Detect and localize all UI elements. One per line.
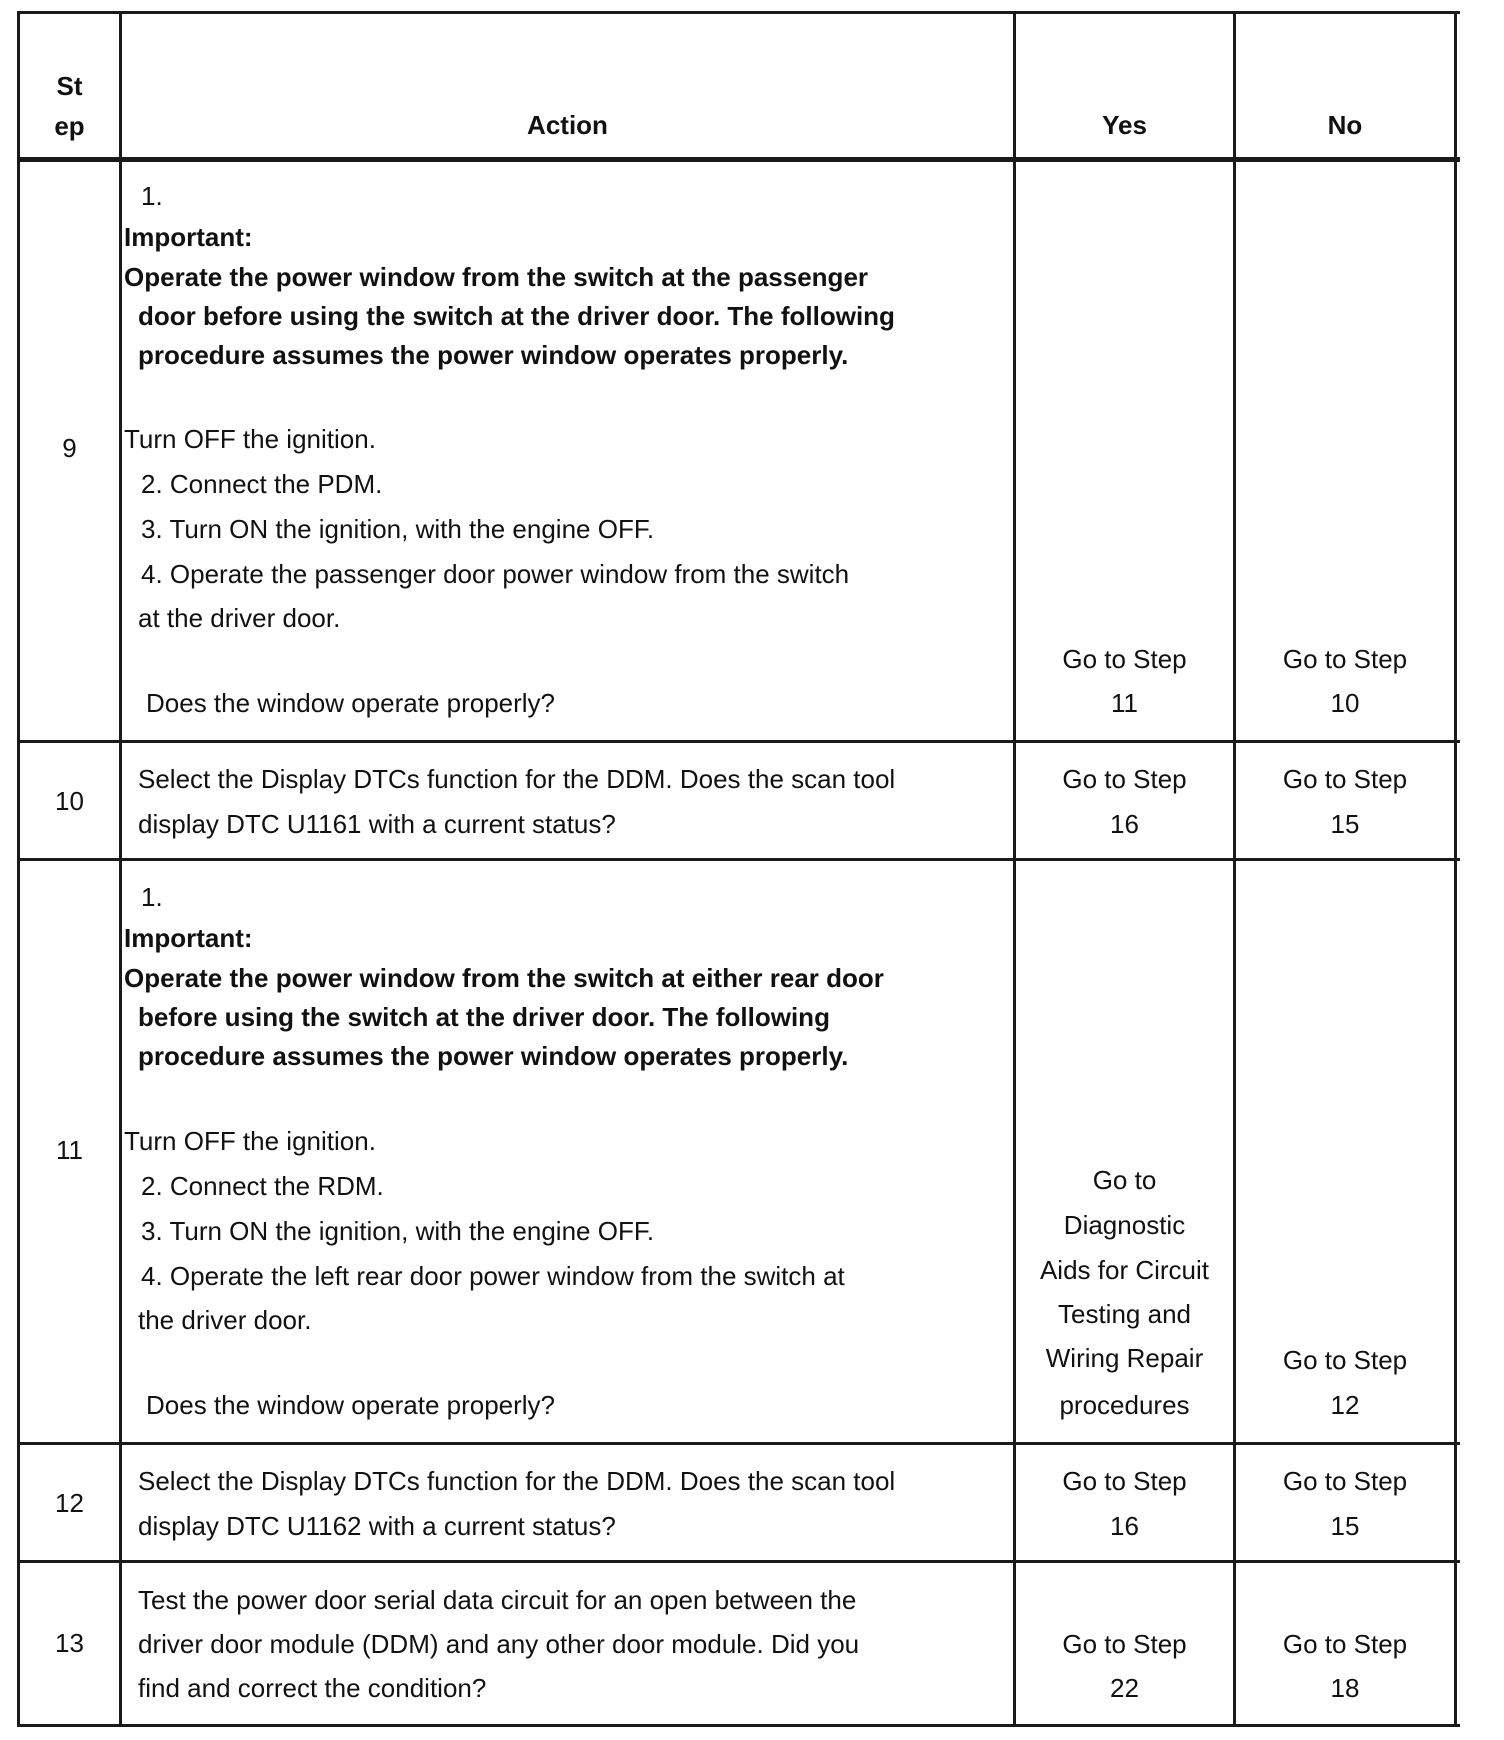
- action-line: Select the Display DTCs function for the DDM. Does the scan tool: [138, 1466, 896, 1496]
- question-line: Does the window operate properly?: [146, 688, 556, 718]
- action-line: Turn OFF the ignition.: [124, 424, 376, 454]
- no-result: 10: [1330, 688, 1360, 718]
- action-line: 1.: [141, 882, 163, 912]
- action-line: display DTC U1162 with a current status?: [138, 1511, 616, 1541]
- action-line: find and correct the condition?: [138, 1673, 487, 1703]
- important-note: before using the switch at the driver door. The following: [138, 1002, 830, 1032]
- table-border-top: [17, 11, 1460, 14]
- step-number: 10: [55, 786, 84, 816]
- header-divider: [17, 157, 1460, 162]
- important-note: procedure assumes the power window operates properly.: [138, 340, 849, 370]
- header-yes: Yes: [1102, 110, 1147, 140]
- step-number: 12: [55, 1488, 84, 1518]
- no-result: 18: [1330, 1673, 1360, 1703]
- header-step-line1: St: [56, 71, 83, 101]
- action-line: Test the power door serial data circuit for an open between the: [138, 1585, 857, 1615]
- no-result: 12: [1330, 1390, 1360, 1420]
- action-line: Select the Display DTCs function for the DDM. Does the scan tool: [138, 764, 896, 794]
- important-note: procedure assumes the power window operates properly.: [138, 1041, 849, 1071]
- action-line: 2. Connect the PDM.: [141, 469, 383, 499]
- table-border-left: [17, 11, 20, 1727]
- yes-result: Go to: [1092, 1165, 1157, 1195]
- step-number: 9: [62, 433, 77, 463]
- no-result: 15: [1330, 809, 1360, 839]
- important-note: Operate the power window from the switch at either rear door: [124, 963, 884, 993]
- action-line: 3. Turn ON the ignition, with the engine OFF.: [141, 1216, 655, 1246]
- yes-result: Go to Step: [1062, 1629, 1187, 1659]
- important-label: Important:: [124, 923, 253, 953]
- action-line: at the driver door.: [138, 603, 341, 633]
- question-line: Does the window operate properly?: [146, 1390, 556, 1420]
- yes-result: Go to Step: [1062, 764, 1187, 794]
- header-no: No: [1327, 110, 1363, 140]
- important-note: Operate the power window from the switch at the passenger: [124, 262, 869, 292]
- no-result: 15: [1330, 1511, 1360, 1541]
- important-note: door before using the switch at the driver door. The following: [138, 301, 895, 331]
- action-line: 2. Connect the RDM.: [141, 1171, 384, 1201]
- action-line: Turn OFF the ignition.: [124, 1126, 376, 1156]
- column-divider: [119, 11, 122, 1727]
- step-number: 11: [56, 1135, 83, 1165]
- yes-result: procedures: [1059, 1390, 1190, 1420]
- action-line: 1.: [141, 181, 163, 211]
- row-divider: [17, 1442, 1460, 1445]
- yes-result: 22: [1110, 1673, 1139, 1703]
- yes-result: 16: [1110, 809, 1139, 839]
- table-border-right: [1454, 11, 1457, 1727]
- action-line: 4. Operate the left rear door power window from the switch at: [141, 1261, 845, 1291]
- yes-result: Diagnostic: [1063, 1210, 1186, 1240]
- action-line: driver door module (DDM) and any other door module. Did you: [138, 1629, 860, 1659]
- yes-result: Testing and: [1058, 1299, 1191, 1329]
- yes-result: Go to Step: [1062, 1466, 1187, 1496]
- important-label: Important:: [124, 222, 253, 252]
- yes-result: 16: [1110, 1511, 1139, 1541]
- row-divider: [17, 740, 1460, 743]
- no-result: Go to Step: [1282, 1629, 1408, 1659]
- action-line: 3. Turn ON the ignition, with the engine OFF.: [141, 514, 655, 544]
- yes-result: Wiring Repair: [1045, 1343, 1204, 1373]
- table-border-bottom: [17, 1724, 1460, 1727]
- yes-result: 11: [1111, 688, 1138, 718]
- header-step: [20, 66, 119, 146]
- yes-result: Aids for Circuit: [1039, 1255, 1210, 1285]
- no-result: Go to Step: [1282, 764, 1408, 794]
- header-step-line2: ep: [54, 111, 85, 141]
- action-line: display DTC U1161 with a current status?: [138, 809, 616, 839]
- no-result: Go to Step: [1282, 644, 1408, 674]
- step-number: 13: [55, 1628, 84, 1658]
- action-line: the driver door.: [138, 1305, 312, 1335]
- no-result: Go to Step: [1282, 1345, 1408, 1375]
- row-divider: [17, 1560, 1460, 1563]
- action-line: 4. Operate the passenger door power window from the switch: [141, 559, 850, 589]
- header-action: Action: [527, 110, 608, 140]
- yes-result: Go to Step: [1062, 644, 1187, 674]
- row-divider: [17, 858, 1460, 861]
- no-result: Go to Step: [1282, 1466, 1408, 1496]
